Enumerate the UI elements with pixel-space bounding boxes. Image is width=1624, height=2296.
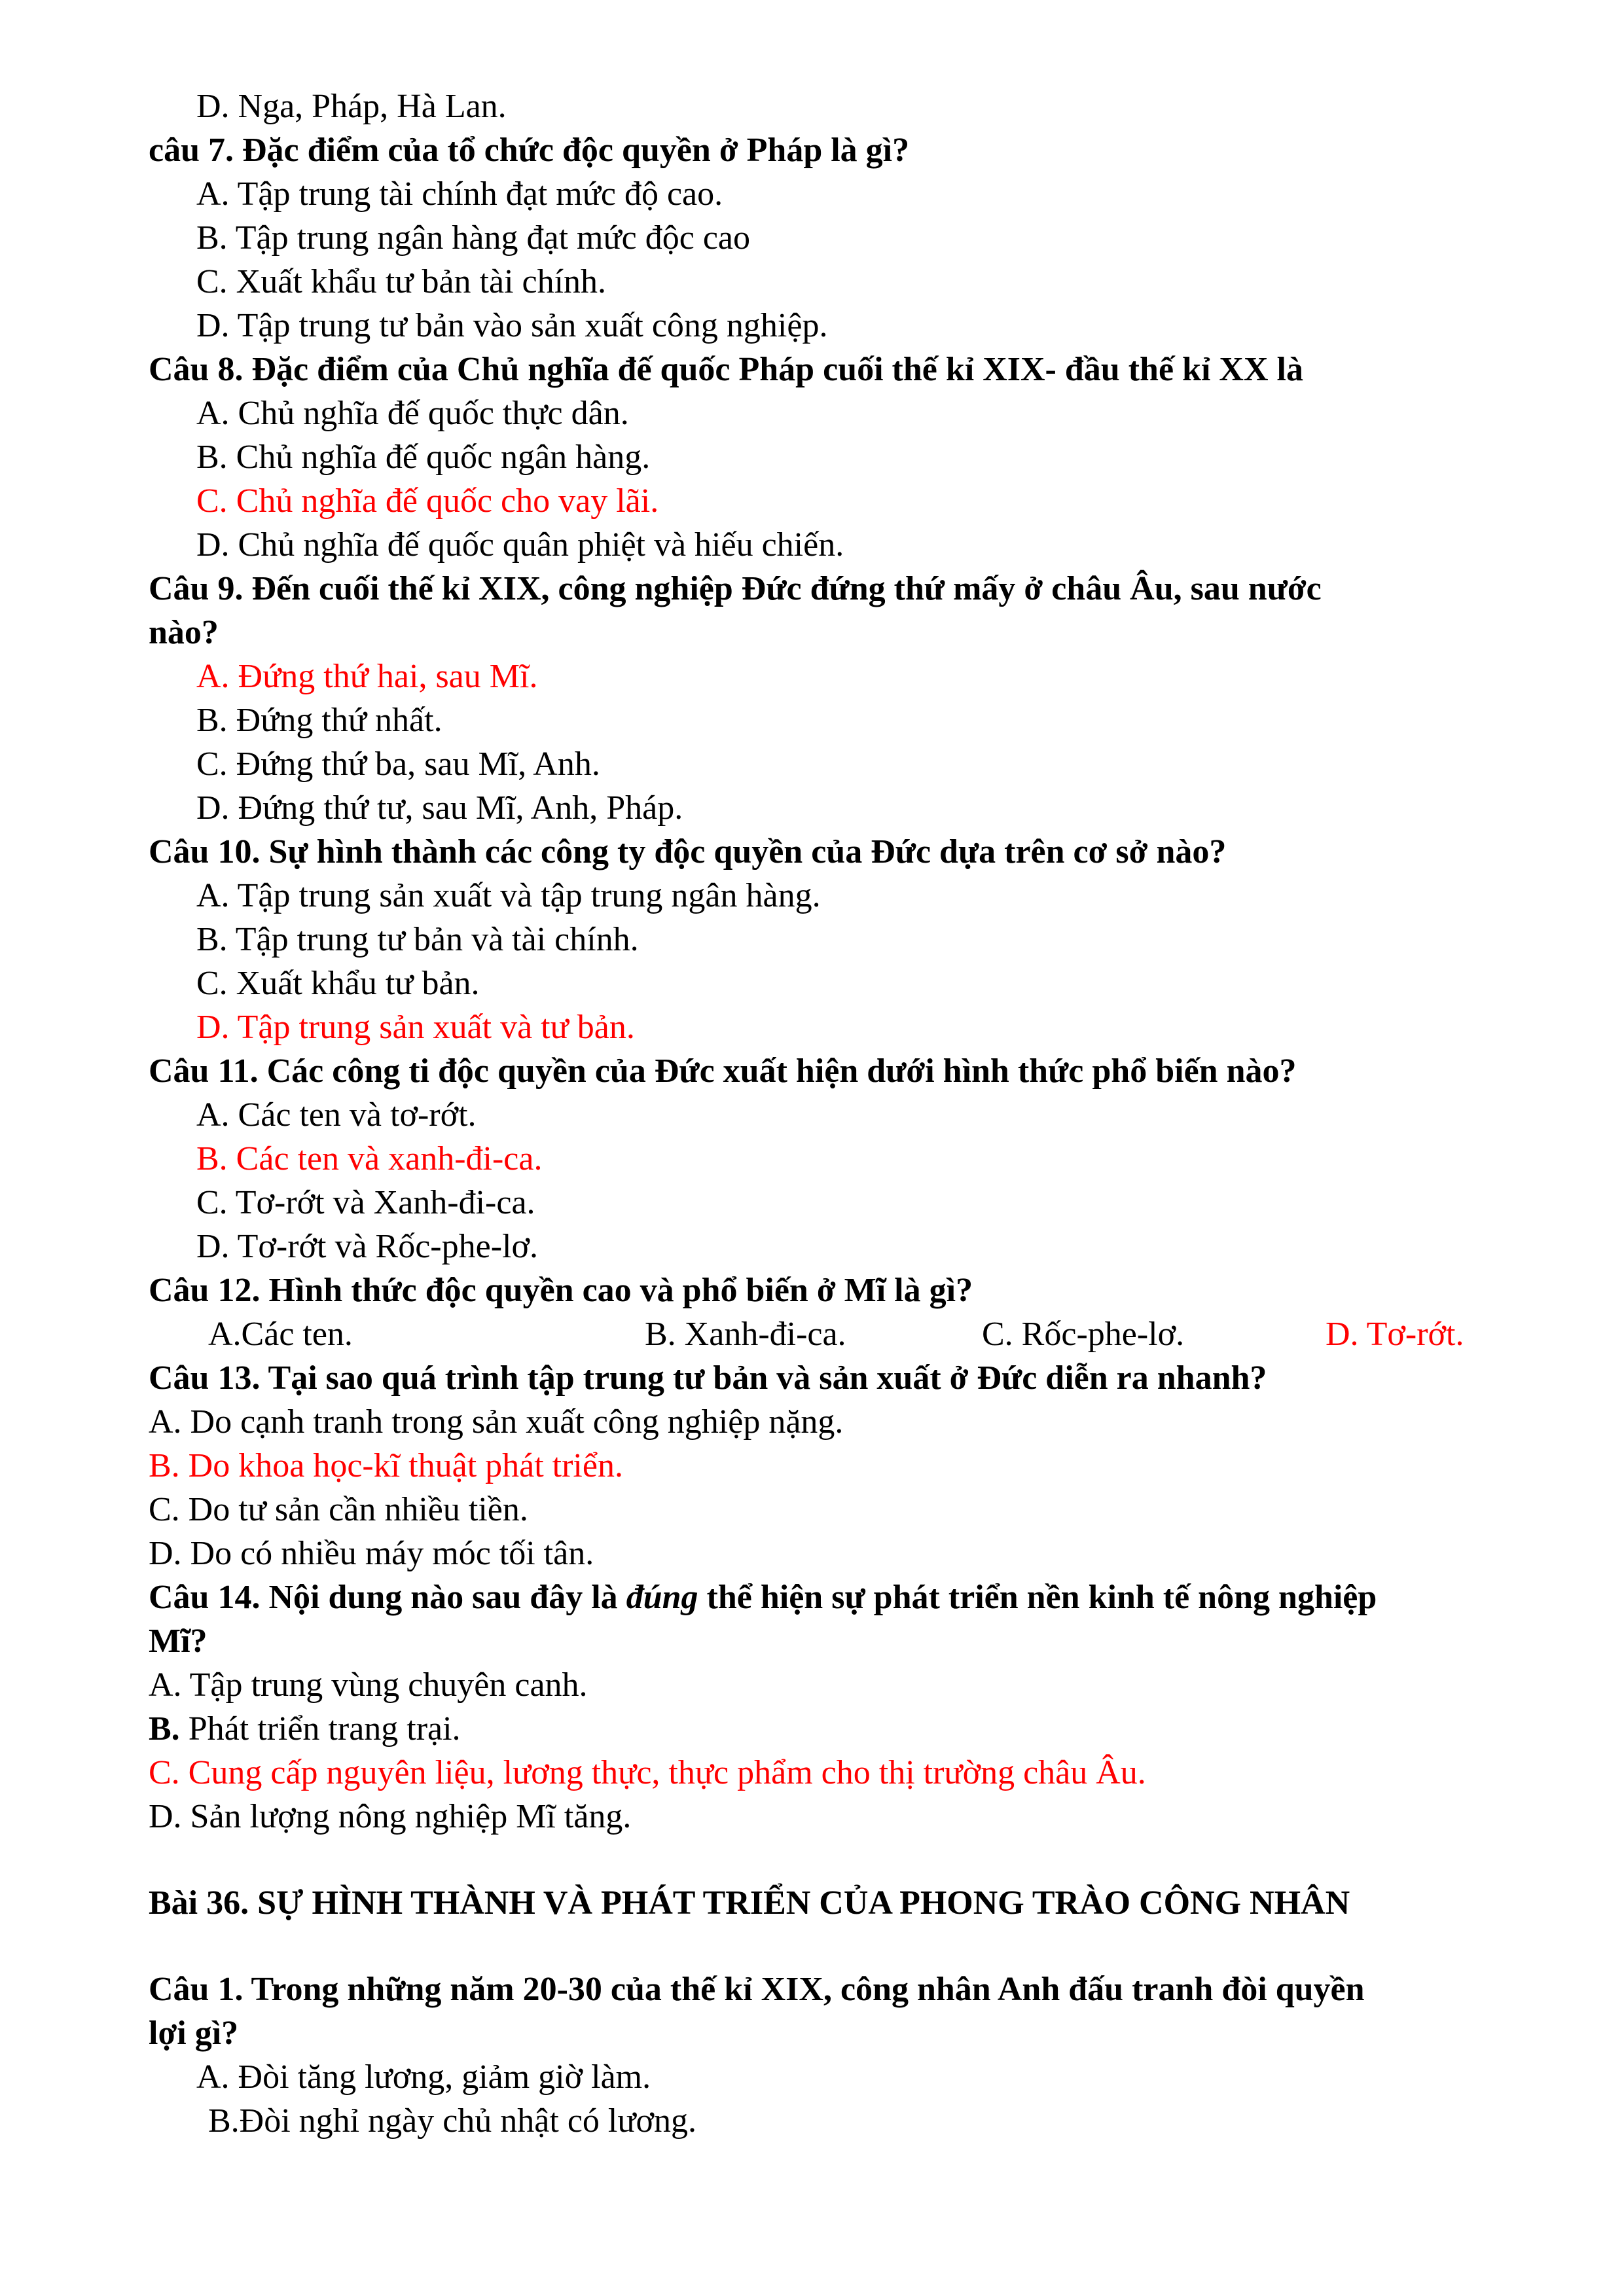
question-11: Câu 11. Các công ti độc quyền của Đức xuất hiện dưới hình thức phổ biến nào? xyxy=(149,1052,1297,1090)
q9-option-d: D. Đứng thứ tư, sau Mĩ, Anh, Pháp. xyxy=(196,789,683,827)
q12-option-a: A.Các ten. xyxy=(208,1316,353,1353)
q11-option-b: B. Các ten và xanh-đi-ca. xyxy=(196,1140,543,1177)
q8-option-d: D. Chủ nghĩa đế quốc quân phiệt và hiếu chiến. xyxy=(196,526,844,564)
q11-option-c: C. Tơ-rớt và Xanh-đi-ca. xyxy=(196,1184,535,1221)
lesson-36-heading: Bài 36. SỰ HÌNH THÀNH VÀ PHÁT TRIỂN CỦA PHONG TRÀO CÔNG NHÂN xyxy=(149,1884,1350,1922)
q9-option-a: A. Đứng thứ hai, sau Mĩ. xyxy=(196,658,538,695)
q11-option-d: D. Tơ-rớt và Rốc-phe-lơ. xyxy=(196,1228,538,1265)
q13-option-a: A. Do cạnh tranh trong sản xuất công nghiệp nặng. xyxy=(149,1403,844,1441)
q14-option-c: C. Cung cấp nguyên liệu, lương thực, thực phẩm cho thị trường châu Âu. xyxy=(149,1754,1146,1791)
q8-option-c xyxy=(196,482,659,521)
q8-option-c-letter: C. xyxy=(196,482,236,520)
q9-option-c: C. Đứng thứ ba, sau Mĩ, Anh. xyxy=(196,745,600,783)
q10-option-c: C. Xuất khẩu tư bản. xyxy=(196,965,480,1002)
q13-option-d: D. Do có nhiều máy móc tối tân. xyxy=(149,1535,594,1572)
q9-option-b: B. Đứng thứ nhất. xyxy=(196,702,442,739)
question-10: Câu 10. Sự hình thành các công ty độc quyền của Đức dựa trên cơ sở nào? xyxy=(149,833,1227,870)
q8-option-c-text: Chủ nghĩa đế quốc cho vay lãi. xyxy=(236,482,659,520)
q14-option-b xyxy=(149,1710,461,1749)
question-9-line-1: Câu 9. Đến cuối thế kỉ XIX, công nghiệp Đức đứng thứ mấy ở châu Âu, sau nước xyxy=(149,570,1322,607)
lesson-36-q1-option-a: A. Đòi tăng lương, giảm giờ làm. xyxy=(196,2058,651,2096)
q13-option-b: B. Do khoa học-kĩ thuật phát triển. xyxy=(149,1447,623,1484)
question-7: câu 7. Đặc điểm của tổ chức độc quyền ở Pháp là gì? xyxy=(149,132,910,169)
q10-option-a: A. Tập trung sản xuất và tập trung ngân hàng. xyxy=(196,877,821,914)
q14-option-d: D. Sản lượng nông nghiệp Mĩ tăng. xyxy=(149,1798,632,1835)
q12-options-row xyxy=(0,1315,1624,1354)
lesson-36-q1-option-b: B.Đòi nghỉ ngày chủ nhật có lương. xyxy=(208,2102,697,2140)
lesson-36-question-1-line-2: lợi gì? xyxy=(149,2015,239,2052)
q8-option-a: A. Chủ nghĩa đế quốc thực dân. xyxy=(196,395,629,432)
q10-option-b: B. Tập trung tư bản và tài chính. xyxy=(196,921,639,958)
question-8: Câu 8. Đặc điểm của Chủ nghĩa đế quốc Pháp cuối thế kỉ XIX- đầu thế kỉ XX là xyxy=(149,351,1303,388)
q7-option-a: A. Tập trung tài chính đạt mức độ cao. xyxy=(196,175,723,213)
q7-option-c: C. Xuất khẩu tư bản tài chính. xyxy=(196,263,607,300)
q14-option-a: A. Tập trung vùng chuyên canh. xyxy=(149,1666,588,1704)
q14-text-emphasis: đúng xyxy=(626,1579,698,1616)
q12-option-b: B. Xanh-đi-ca. xyxy=(645,1316,846,1353)
q14-option-b-text: Phát triển trang trại. xyxy=(179,1710,461,1748)
question-9-line-2: nào? xyxy=(149,614,219,651)
option-d-prev: D. Nga, Pháp, Hà Lan. xyxy=(196,88,507,125)
q13-option-c: C. Do tư sản cần nhiều tiền. xyxy=(149,1491,528,1528)
q14-option-b-letter: B. xyxy=(149,1710,180,1748)
q12-option-d: D. Tơ-rớt. xyxy=(1326,1316,1464,1353)
q14-text-post: thể hiện sự phát triển nền kinh tế nông nghiệp xyxy=(698,1579,1377,1616)
question-12: Câu 12. Hình thức độc quyền cao và phổ biến ở Mĩ là gì? xyxy=(149,1272,973,1309)
q11-option-a: A. Các ten và tơ-rớt. xyxy=(196,1096,477,1134)
q7-option-d: D. Tập trung tư bản vào sản xuất công nghiệp. xyxy=(196,307,828,344)
q12-option-c: C. Rốc-phe-lơ. xyxy=(982,1316,1185,1353)
question-13: Câu 13. Tại sao quá trình tập trung tư bản và sản xuất ở Đức diễn ra nhanh? xyxy=(149,1359,1267,1397)
q10-option-d: D. Tập trung sản xuất và tư bản. xyxy=(196,1009,635,1046)
q14-text-pre: Câu 14. Nội dung nào sau đây là xyxy=(149,1579,626,1616)
question-14-line-2: Mĩ? xyxy=(149,1623,208,1660)
lesson-36-question-1-line-1: Câu 1. Trong những năm 20-30 của thế kỉ XIX, công nhân Anh đấu tranh đòi quyền xyxy=(149,1971,1365,2008)
q7-option-b: B. Tập trung ngân hàng đạt mức độc cao xyxy=(196,219,750,257)
q8-option-b: B. Chủ nghĩa đế quốc ngân hàng. xyxy=(196,439,651,476)
question-14-line-1 xyxy=(149,1578,1377,1617)
